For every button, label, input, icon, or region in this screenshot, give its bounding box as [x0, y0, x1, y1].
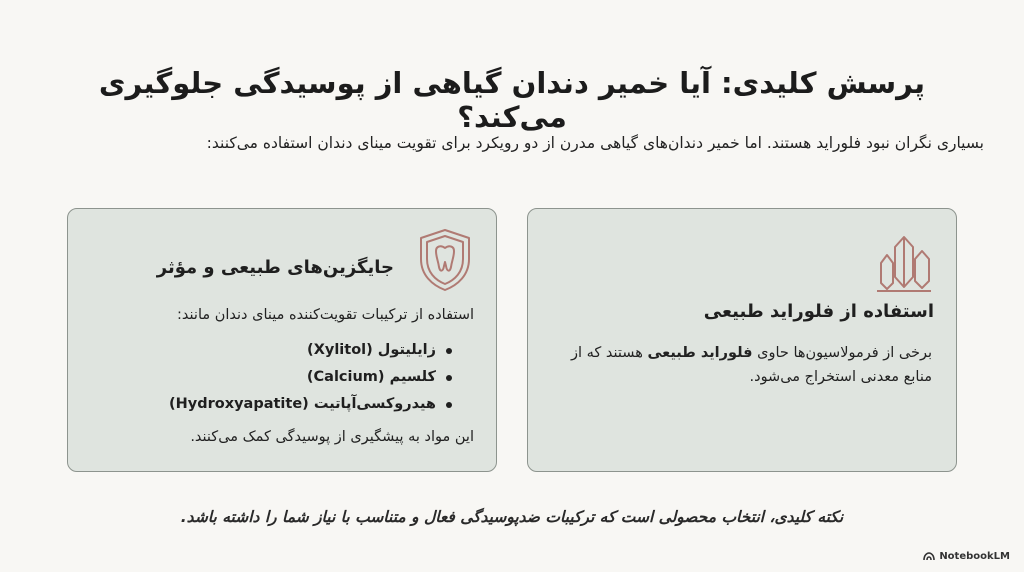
shield-tooth-icon	[416, 227, 474, 293]
brand-watermark	[923, 551, 1010, 562]
natural-fluoride-card	[527, 208, 957, 472]
natural-fluoride-emphasis: فلوراید طبیعی	[647, 345, 753, 361]
bullet-icon	[446, 375, 452, 381]
natural-fluoride-heading: استفاده از فلوراید طبیعی	[703, 301, 934, 322]
list-item: هیدروکسی‌آپاتیت (Hydroxyapatite)	[78, 391, 452, 418]
key-takeaway: نکته کلیدی، انتخاب محصولی است که ترکیبات ضدپوسیدگی فعال و متناسب با نیاز شما را داشته باشد.	[180, 508, 844, 526]
list-item: کلسیم (Calcium)	[78, 364, 452, 391]
natural-alternatives-intro: استفاده از ترکیبات تقویت‌کننده مینای دندان مانند:	[177, 307, 474, 323]
intro-text: بسیاری نگران نبود فلوراید هستند. اما خمیر دندان‌های گیاهی مدرن از دو رویکرد برای تقویت مینای دندان استفاده می‌کنند:	[206, 134, 984, 152]
natural-alternatives-heading: جایگزین‌های طبیعی و مؤثر	[156, 257, 394, 278]
natural-alternatives-note: این مواد به پیشگیری از پوسیدگی کمک می‌کنند.	[190, 429, 474, 445]
bullet-icon	[446, 402, 452, 408]
ingredient-list	[78, 337, 452, 418]
crystal-icon	[873, 233, 935, 297]
bullet-icon	[446, 348, 452, 354]
notebooklm-logo-icon	[923, 552, 935, 561]
natural-fluoride-body: برخی از فرمولاسیون‌ها حاوی فلوراید طبیعی هستند که از منابع معدنی استخراج می‌شود.	[570, 345, 932, 385]
page-title: پرسش کلیدی: آیا خمیر دندان گیاهی از پوسیدگی جلوگیری می‌کند؟	[98, 66, 926, 134]
list-item: زایلیتول (Xylitol)	[78, 337, 452, 364]
natural-alternatives-card	[67, 208, 497, 472]
brand-label: NotebookLM	[939, 551, 1010, 562]
